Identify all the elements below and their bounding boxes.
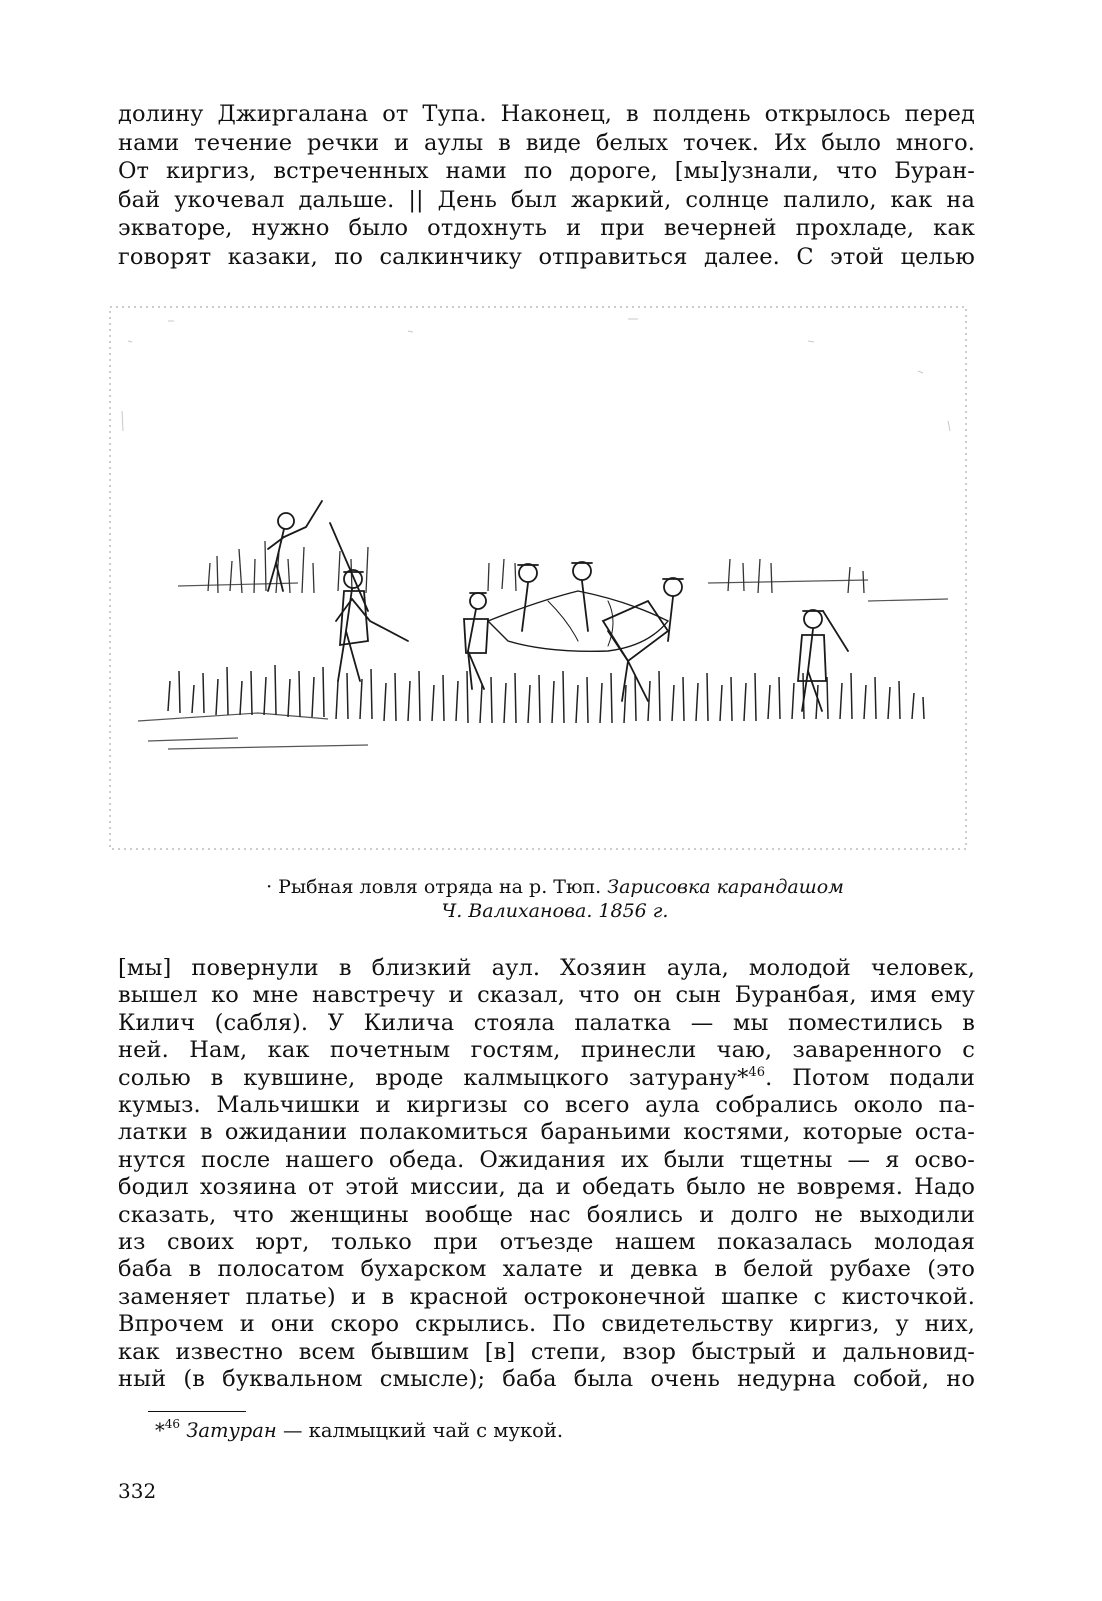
pencil-sketch-illustration: [108, 301, 970, 853]
text-line: сказать, что женщины вообще нас боялись и долго не выходили: [118, 1201, 975, 1228]
caption-plain-text: · Рыбная ловля отряда на р. Тюп.: [266, 876, 608, 898]
text-line: Килич (сабля). У Килича стояла палатка — мы поместились в: [118, 1009, 975, 1036]
text-line: вышел ко мне навстречу и сказал, что он сын Буранбая, имя ему: [118, 982, 975, 1009]
text-line: нами течение речки и аулы в виде белых точек. Их было много.: [118, 129, 975, 156]
text-fragment: солью в кувшине, вроде калмыцкого затурану*: [118, 1064, 749, 1091]
top-paragraph: [118, 100, 975, 272]
text-line: экваторе, нужно было отдохнуть и при вечерней прохладе, как: [118, 215, 975, 242]
text-line: Впрочем и они скоро скрылись. По свидетельству киргиз, у них,: [118, 1311, 975, 1338]
text-line-with-footnote: [118, 1065, 975, 1092]
caption-italic-text: Ч. Валиханова. 1856 г.: [441, 900, 669, 922]
footnote-text: — калмыцкий чай с мукой.: [276, 1419, 564, 1442]
figure-caption-line-2: [160, 899, 950, 923]
footnote: [155, 1418, 563, 1444]
footnote-divider: [148, 1411, 246, 1412]
page-number: 332: [118, 1479, 157, 1503]
text-line: заменяет платье) и в красной остроконечной шапке с кисточкой.: [118, 1283, 975, 1310]
plate-border: [110, 307, 966, 849]
footnote-reference: 46: [748, 1064, 766, 1080]
text-line: как известно всем бывшим [в] степи, взор быстрый и дальновид-: [118, 1338, 975, 1365]
text-line: баба в полосатом бухарском халате и девка в белой рубахе (это: [118, 1256, 975, 1283]
figure-caption-line-1: [160, 875, 950, 899]
text-line: ный (в буквальном смысле); баба была очень недурна собой, но: [118, 1366, 975, 1393]
text-line: нутся после нашего обеда. Ожидания их были тщетны — я осво-: [118, 1146, 975, 1173]
text-line: [мы] повернули в близкий аул. Хозяин аула, молодой человек,: [118, 955, 975, 981]
fishing-scene-drawing: [108, 301, 970, 853]
text-line: ней. Нам, как почетным гостям, принесли чаю, заваренного с: [118, 1037, 975, 1064]
text-line: кумыз. Мальчишки и киргизы со всего аула собрались около па-: [118, 1092, 975, 1119]
footnote-marker: *: [155, 1419, 165, 1442]
text-line: из своих юрт, только при отъезде нашем показалась молодая: [118, 1229, 975, 1256]
text-line: латки в ожидании полакомиться бараньими костями, которые оста-: [118, 1119, 975, 1146]
bottom-paragraph: [118, 955, 975, 1394]
caption-italic-text: Зарисовка карандашом: [607, 876, 844, 898]
text-line: бай укочевал дальше. || День был жаркий, солнце палило, как на: [118, 186, 975, 213]
text-line: От киргиз, встреченных нами по дороге, [мы]узнали, что Буран-: [118, 158, 975, 185]
text-fragment: . Потом подали: [765, 1064, 975, 1091]
text-line: бодил хозяина от этой миссии, да и обедать было не вовремя. Надо: [118, 1174, 975, 1201]
footnote-number: 46: [164, 1417, 181, 1431]
text-line: долину Джиргалана от Тупа. Наконец, в полдень открылось перед: [118, 101, 975, 127]
footnote-term: Затуран: [186, 1419, 277, 1442]
text-line: говорят казаки, по салкинчику отправиться далее. С этой целью: [118, 243, 975, 270]
